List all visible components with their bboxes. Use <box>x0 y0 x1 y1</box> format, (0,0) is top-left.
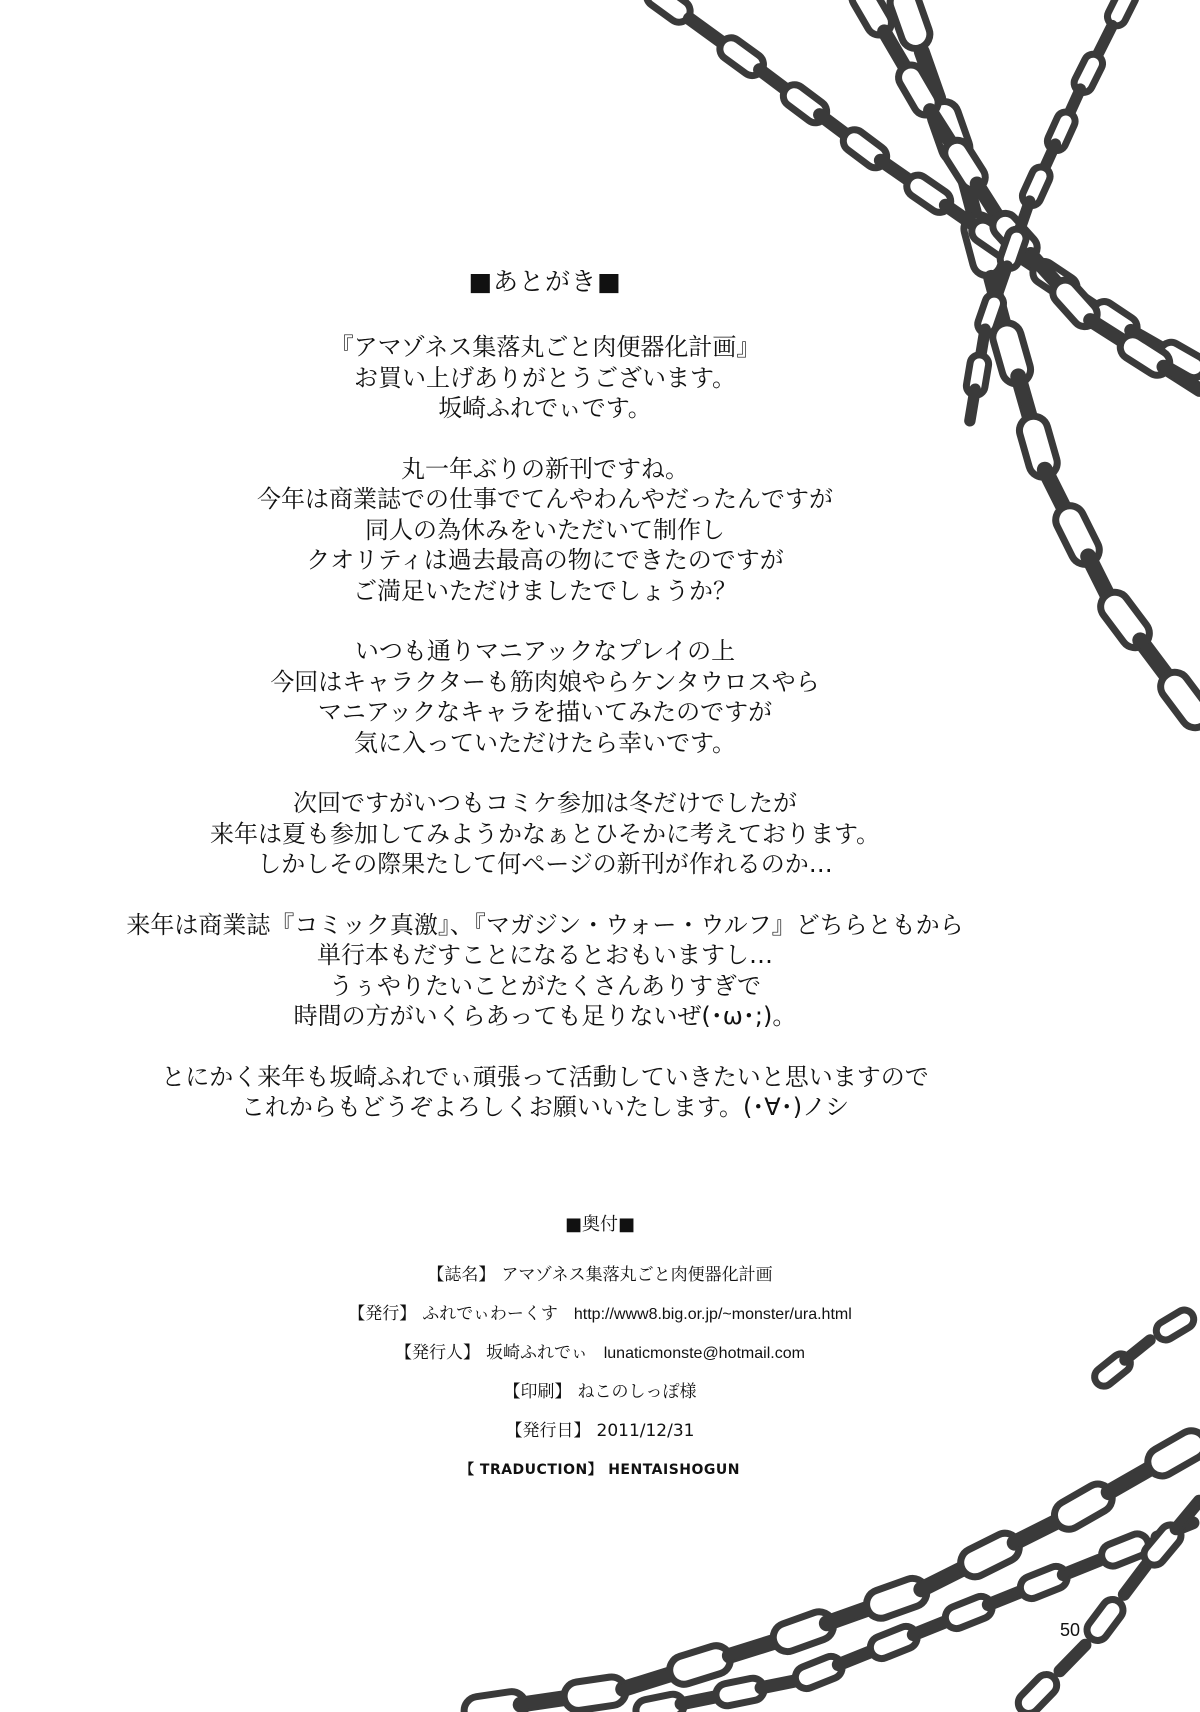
afterword-paragraph <box>120 788 970 880</box>
colophon-credit-row <box>230 1451 970 1490</box>
publisher-value: ふれでぃわーくす <box>422 1304 558 1324</box>
afterword-line: うぅやりたいことがたくさんありすぎで <box>329 971 761 1000</box>
afterword-line: 気に入っていただけたら幸いです。 <box>353 728 737 757</box>
afterword-line: 坂崎ふれでぃです。 <box>438 394 652 422</box>
chain-link <box>1119 1334 1156 1366</box>
afterword-line: 来年は商業誌『コミック真激』、『マガジン・ウォー・ウルフ』どちらともから <box>126 910 964 939</box>
title-value: アマゾネス集落丸ごと肉便器化計画 <box>501 1265 773 1285</box>
chain-link <box>1083 1595 1127 1644</box>
chain-link <box>1053 1638 1092 1678</box>
date-label: 【発行日】 <box>505 1421 591 1441</box>
printer-value: ねこのしっぽ様 <box>577 1382 697 1402</box>
afterword-paragraph <box>120 636 970 758</box>
afterword-line: 今年は商業誌での仕事でてんやわんやだったんですが <box>257 485 833 513</box>
afterword-line: 次回ですがいつもコミケ参加は冬だけでしたが <box>293 789 797 817</box>
chain-link <box>1153 1307 1197 1344</box>
colophon-date-row <box>230 1412 970 1451</box>
colophon-title-row <box>230 1256 970 1295</box>
afterword-heading: ■あとがき■ <box>468 267 622 296</box>
publisher-label: 【発行】 <box>348 1304 417 1324</box>
date-value: 2011/12/31 <box>596 1421 695 1441</box>
afterword-paragraph <box>120 910 970 1032</box>
afterword-section <box>120 262 970 1153</box>
page-number: 50 <box>1060 1620 1081 1640</box>
afterword-line: いつも通りマニアックなプレイの上 <box>354 637 736 665</box>
afterword-line: これからもどうぞよろしくお願いいたします。(･∀･)ノシ <box>240 1093 850 1121</box>
afterword-line: マニアックなキャラを描いてみたのですが <box>317 698 773 726</box>
afterword-line: 『アマゾネス集落丸ごと肉便器化計画』 <box>329 333 761 361</box>
chain-link <box>1155 667 1200 734</box>
afterword-line: とにかく来年も坂崎ふれでぃ頑張って活動していきたいと思いますので <box>161 1062 929 1091</box>
author-email: lunaticmonste@hotmail.com <box>603 1345 805 1362</box>
afterword-line: ご満足いただけましたでしょうか？ <box>353 576 737 605</box>
afterword-line: 丸一年ぶりの新刊ですね。 <box>401 454 689 483</box>
author-label: 【発行人】 <box>395 1343 481 1363</box>
afterword-line: しかしその際果たして何ページの新刊が作れるのか… <box>257 850 833 878</box>
colophon-heading: ■奥付■ <box>564 1214 635 1235</box>
afterword-line: 来年は夏も参加してみようかなぁとひそかに考えております。 <box>209 819 881 848</box>
printer-label: 【印刷】 <box>503 1382 572 1402</box>
publisher-url: http://www8.big.or.jp/~monster/ura.html <box>573 1306 852 1323</box>
afterword-line: 単行本もだすことになるとおもいますし… <box>317 941 773 969</box>
credit-value: HENTAISHOGUN <box>608 1462 740 1478</box>
colophon-printer-row <box>230 1373 970 1412</box>
afterword-line: 時間の方がいくらあっても足りないぜ(･ω･;)。 <box>293 1002 797 1030</box>
credit-label: 【 TRADUCTION】 <box>460 1462 603 1478</box>
colophon-author-row <box>230 1334 970 1373</box>
afterword-paragraph <box>120 1062 970 1123</box>
title-label: 【誌名】 <box>427 1265 496 1285</box>
chain <box>1091 1307 1197 1390</box>
afterword-paragraph <box>120 454 970 607</box>
afterword-line: 今回はキャラクターも筋肉娘やらケンタウロスやら <box>270 667 820 696</box>
author-value: 坂崎ふれでぃ <box>486 1343 588 1363</box>
colophon-section <box>230 1210 970 1490</box>
afterword-line: 同人の為休みをいただいて制作し <box>365 515 725 544</box>
afterword-body <box>120 332 970 1123</box>
afterword-line: クオリティは過去最高の物にできたのですが <box>306 546 784 574</box>
chain-link <box>1057 1554 1106 1581</box>
afterword-line: お買い上げありがとうございます。 <box>353 363 737 392</box>
colophon-publisher-row <box>230 1295 970 1334</box>
chain-link <box>1014 1670 1061 1712</box>
chain-link <box>1143 1426 1200 1482</box>
afterword-paragraph <box>120 332 970 424</box>
